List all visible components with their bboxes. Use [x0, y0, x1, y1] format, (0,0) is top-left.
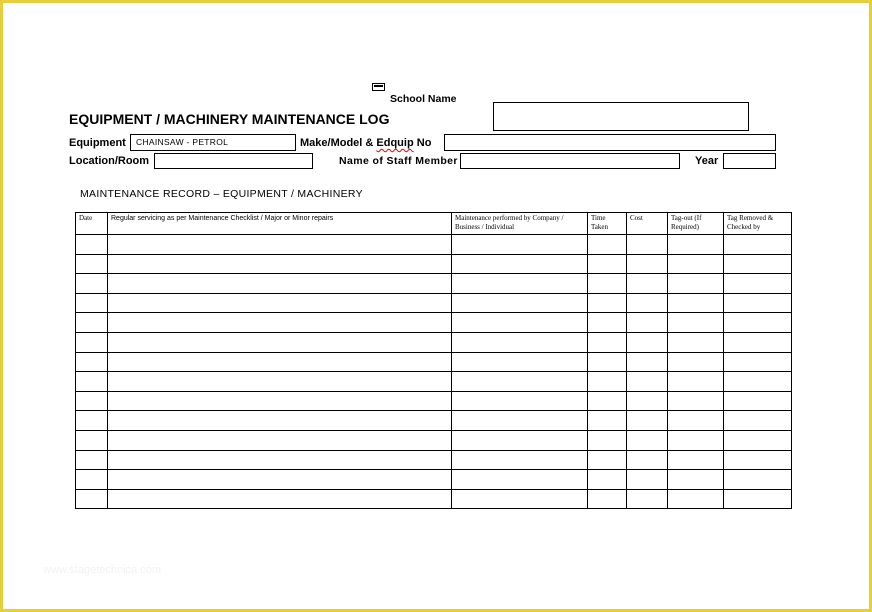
table-cell[interactable] — [452, 470, 588, 490]
table-cell[interactable] — [627, 274, 668, 294]
table-cell[interactable] — [108, 391, 452, 411]
table-cell[interactable] — [108, 313, 452, 333]
staff-field[interactable] — [460, 153, 680, 169]
table-cell[interactable] — [452, 254, 588, 274]
table-cell[interactable] — [108, 352, 452, 372]
table-cell[interactable] — [452, 489, 588, 509]
table-cell[interactable] — [668, 411, 724, 431]
table-cell[interactable] — [588, 372, 627, 392]
table-cell[interactable] — [452, 391, 588, 411]
table-cell[interactable] — [452, 235, 588, 255]
table-cell[interactable] — [108, 372, 452, 392]
table-cell[interactable] — [76, 430, 108, 450]
column-header: Cost — [627, 213, 668, 235]
table-cell[interactable] — [724, 254, 792, 274]
table-row — [76, 430, 792, 450]
table-cell[interactable] — [668, 235, 724, 255]
table-cell[interactable] — [627, 293, 668, 313]
year-label: Year — [695, 155, 719, 167]
year-field[interactable] — [723, 153, 776, 169]
table-cell[interactable] — [724, 430, 792, 450]
table-cell[interactable] — [627, 332, 668, 352]
table-cell[interactable] — [76, 313, 108, 333]
table-row — [76, 274, 792, 294]
table-cell[interactable] — [76, 470, 108, 490]
table-cell[interactable] — [108, 293, 452, 313]
table-cell[interactable] — [724, 372, 792, 392]
table-cell[interactable] — [108, 430, 452, 450]
table-row — [76, 372, 792, 392]
table-cell[interactable] — [668, 274, 724, 294]
table-cell[interactable] — [627, 450, 668, 470]
make-model-field[interactable] — [444, 134, 776, 151]
table-row — [76, 391, 792, 411]
table-cell[interactable] — [76, 254, 108, 274]
table-cell[interactable] — [627, 411, 668, 431]
table-cell[interactable] — [724, 352, 792, 372]
column-header: Date — [76, 213, 108, 235]
table-row — [76, 450, 792, 470]
table-cell[interactable] — [668, 391, 724, 411]
table-cell[interactable] — [668, 470, 724, 490]
table-cell[interactable] — [588, 450, 627, 470]
table-cell[interactable] — [452, 430, 588, 450]
table-cell[interactable] — [668, 430, 724, 450]
table-cell[interactable] — [724, 274, 792, 294]
make-model-label-misspelled: Edquip — [376, 137, 414, 149]
table-cell[interactable] — [452, 274, 588, 294]
table-cell[interactable] — [76, 411, 108, 431]
school-name-label: School Name — [390, 93, 457, 105]
table-body — [76, 235, 792, 509]
table-cell[interactable] — [76, 352, 108, 372]
table-cell[interactable] — [724, 411, 792, 431]
table-cell[interactable] — [724, 332, 792, 352]
make-model-label-suffix: No — [413, 137, 432, 149]
table-cell[interactable] — [627, 352, 668, 372]
location-field[interactable] — [154, 153, 313, 169]
section-title: MAINTENANCE RECORD – EQUIPMENT / MACHINERY — [80, 188, 363, 200]
table-row — [76, 352, 792, 372]
table-cell[interactable] — [588, 470, 627, 490]
document-icon — [372, 83, 385, 91]
table-cell[interactable] — [668, 254, 724, 274]
table-row — [76, 293, 792, 313]
table-cell[interactable] — [627, 470, 668, 490]
table-cell[interactable] — [724, 391, 792, 411]
watermark: www.stagetechnica.com — [43, 564, 161, 576]
equipment-value: CHAINSAW - PETROL — [136, 137, 229, 147]
table-cell[interactable] — [724, 489, 792, 509]
table-cell[interactable] — [627, 235, 668, 255]
equipment-field[interactable] — [130, 134, 296, 151]
table-cell[interactable] — [668, 293, 724, 313]
table-cell[interactable] — [108, 274, 452, 294]
table-cell[interactable] — [588, 411, 627, 431]
table-cell[interactable] — [108, 450, 452, 470]
table-cell[interactable] — [724, 450, 792, 470]
table-cell[interactable] — [588, 489, 627, 509]
table-cell[interactable] — [452, 450, 588, 470]
table-cell[interactable] — [627, 313, 668, 333]
table-cell[interactable] — [588, 313, 627, 333]
table-cell[interactable] — [627, 254, 668, 274]
table-cell[interactable] — [588, 274, 627, 294]
table-cell[interactable] — [668, 332, 724, 352]
table-header-row — [76, 213, 792, 235]
table-cell[interactable] — [627, 391, 668, 411]
column-header: Tag Removed & Checked by — [724, 213, 792, 235]
make-model-label — [300, 137, 431, 149]
table-cell[interactable] — [76, 372, 108, 392]
table-cell[interactable] — [588, 391, 627, 411]
table-cell[interactable] — [76, 489, 108, 509]
table-cell[interactable] — [452, 372, 588, 392]
school-name-field[interactable] — [493, 102, 749, 131]
table-cell[interactable] — [627, 430, 668, 450]
column-header: Maintenance performed by Company / Business / Individual — [452, 213, 588, 235]
table-cell[interactable] — [588, 332, 627, 352]
table-cell[interactable] — [452, 313, 588, 333]
table-cell[interactable] — [76, 274, 108, 294]
table-cell[interactable] — [668, 450, 724, 470]
table-cell[interactable] — [108, 235, 452, 255]
table-row — [76, 489, 792, 509]
table-cell[interactable] — [668, 352, 724, 372]
table-cell[interactable] — [588, 352, 627, 372]
table-cell[interactable] — [452, 352, 588, 372]
column-header: Tag-out (If Required) — [668, 213, 724, 235]
table-cell[interactable] — [627, 489, 668, 509]
table-cell[interactable] — [76, 450, 108, 470]
table-cell[interactable] — [627, 372, 668, 392]
table-row — [76, 332, 792, 352]
maintenance-record-table — [75, 212, 792, 509]
staff-label: Name of Staff Member — [339, 155, 458, 167]
table-cell[interactable] — [108, 489, 452, 509]
table-cell[interactable] — [452, 332, 588, 352]
table-cell[interactable] — [108, 470, 452, 490]
table-cell[interactable] — [452, 293, 588, 313]
table-row — [76, 411, 792, 431]
table-cell[interactable] — [724, 313, 792, 333]
form-title: EQUIPMENT / MACHINERY MAINTENANCE LOG — [69, 111, 390, 127]
make-model-label-prefix: Make/Model & — [300, 137, 377, 149]
table-cell[interactable] — [668, 489, 724, 509]
table-cell[interactable] — [668, 313, 724, 333]
table-cell[interactable] — [588, 254, 627, 274]
table-cell[interactable] — [76, 332, 108, 352]
table-cell[interactable] — [452, 411, 588, 431]
table-row — [76, 254, 792, 274]
location-label: Location/Room — [69, 155, 150, 167]
table-cell[interactable] — [76, 235, 108, 255]
table-row — [76, 313, 792, 333]
table-row — [76, 235, 792, 255]
column-header: Regular servicing as per Maintenance Checklist / Major or Minor repairs — [108, 213, 452, 235]
table-cell[interactable] — [588, 430, 627, 450]
column-header: Time Taken — [588, 213, 627, 235]
table-cell[interactable] — [76, 293, 108, 313]
table-cell[interactable] — [724, 470, 792, 490]
table-cell[interactable] — [76, 391, 108, 411]
table-cell[interactable] — [108, 254, 452, 274]
table-cell[interactable] — [668, 372, 724, 392]
equipment-label: Equipment — [69, 137, 126, 149]
table-cell[interactable] — [588, 293, 627, 313]
table-row — [76, 470, 792, 490]
table-cell[interactable] — [588, 235, 627, 255]
table-cell[interactable] — [724, 293, 792, 313]
table-cell[interactable] — [108, 411, 452, 431]
table-cell[interactable] — [724, 235, 792, 255]
table-cell[interactable] — [108, 332, 452, 352]
